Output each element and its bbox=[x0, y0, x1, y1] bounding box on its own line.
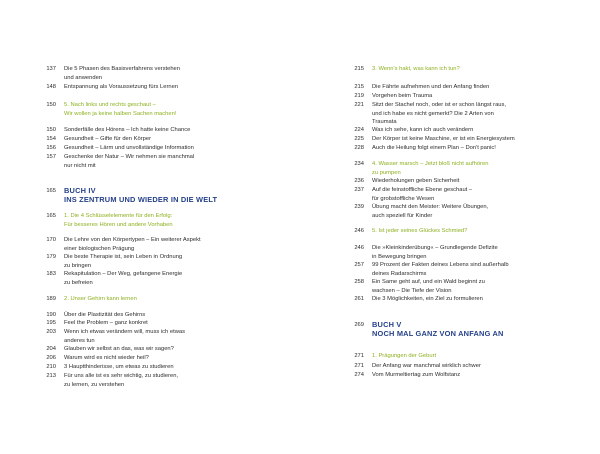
page-number: 246 bbox=[354, 245, 364, 251]
page-number: 170 bbox=[46, 237, 56, 243]
toc-entry-title: Vom Murmeltiertag zum Wolfstanz bbox=[372, 372, 461, 378]
page-number: 154 bbox=[46, 136, 56, 142]
page-number: 258 bbox=[354, 279, 364, 285]
toc-entry-title: Für uns alle ist es sehr wichtig, zu studieren, zu lernen, zu verstehen bbox=[64, 373, 179, 388]
page-number: 225 bbox=[354, 136, 364, 142]
page-number: 237 bbox=[354, 187, 364, 193]
toc-entry-title: Der Anfang war manchmal wirklich schwer bbox=[372, 363, 481, 369]
page-number: 150 bbox=[46, 127, 56, 133]
page-number: 190 bbox=[46, 312, 56, 318]
page-number: 183 bbox=[46, 271, 56, 277]
page-number: 189 bbox=[46, 296, 56, 302]
toc-entry-title: Warum wird es nicht wieder heil? bbox=[64, 355, 149, 361]
toc-entry-title: Die Lehre von den Körpertypen – Ein weiterer Aspekt einer biologischen Prägung bbox=[64, 237, 201, 252]
toc-entry-title: Die 5 Phasen des Basisverfahrens verstehen und anwenden bbox=[64, 66, 181, 81]
page-number: 203 bbox=[46, 329, 56, 335]
toc-entry-title: Rekapitulation – Der Weg, gefangene Energie zu befreien bbox=[64, 271, 183, 286]
page-number: 156 bbox=[46, 145, 56, 151]
toc-entry-title: Entspannung als Voraussetzung fürs Lernen bbox=[64, 84, 179, 90]
page-number: 271 bbox=[354, 353, 364, 359]
toc-entry-title: 3 Hauptthinderisse, um etwas zu studieren bbox=[64, 364, 174, 370]
toc-entry-title: Wiederholungen geben Sicherheit bbox=[372, 178, 460, 184]
toc-entry-title: Übung macht den Meister: Weitere Übungen, auch speziell für Kinder bbox=[372, 204, 489, 219]
toc-entry-title: Sonderfälle des Hörens – Ich hatte keine Chance bbox=[64, 127, 191, 133]
toc-entry-title: Vorgehen beim Trauma bbox=[372, 93, 433, 99]
page-number: 179 bbox=[46, 254, 56, 260]
toc-entry-title: 5. Ist jeder seines Glückes Schmied? bbox=[372, 228, 468, 234]
page-number: 261 bbox=[354, 296, 364, 302]
page-number: 239 bbox=[354, 204, 364, 210]
page-number: 219 bbox=[354, 93, 364, 99]
toc-entry-title: BUCH IV INS ZENTRUM UND WIEDER IN DIE WELT bbox=[64, 186, 218, 205]
page-number: 195 bbox=[46, 320, 56, 326]
toc-entry-title: 4. Wasser marsch – Jetzt bloß nicht aufhören zu pumpen bbox=[372, 161, 489, 176]
page-number: 204 bbox=[46, 346, 56, 352]
page-number: 213 bbox=[46, 373, 56, 379]
page-number: 137 bbox=[46, 66, 56, 72]
page-number: 234 bbox=[354, 161, 364, 167]
toc-entry-title: Die »Kleinkinderübung« – Grundlegende Defizite in Bewegung bringen bbox=[372, 245, 498, 260]
page-number: 274 bbox=[354, 372, 364, 378]
toc-entry-title: 99 Prozent der Fakten deines Lebens sind außerhalb deines Radarschirms bbox=[372, 262, 509, 277]
page-number: 221 bbox=[354, 102, 364, 108]
toc-entry-title: Die Fährte aufnehmen und den Anfang finden bbox=[372, 84, 490, 90]
toc-entry-title: Auch die Heilung folgt einem Plan – Don't panic! bbox=[372, 145, 496, 151]
page-number: 269 bbox=[354, 322, 364, 328]
toc-entry-title: Ein Same geht auf, und ein Wald beginnt zu wachsen – Die Tiefe der Vision bbox=[372, 279, 485, 294]
toc-entry-title: Wenn ich etwas verändern will, muss ich etwas anderes tun bbox=[64, 329, 186, 344]
toc-entry-title: Was ich sehe, kann ich auch verändern bbox=[372, 127, 474, 133]
toc-entry-title: Gesundheit – Lärm und unvollständige Information bbox=[64, 145, 194, 151]
toc-entry-title: 3. Wenn's hakt, was kann ich tun? bbox=[372, 66, 460, 72]
page-number: 157 bbox=[46, 154, 56, 160]
toc-entry-title: Gesundheit – Gifte für den Körper bbox=[64, 136, 152, 142]
page-number: 210 bbox=[46, 364, 56, 370]
toc-entry-title: Feel the Problem – ganz konkret bbox=[64, 320, 148, 326]
toc-entry-title: Geschenke der Natur – Wir nehmen sie manchmal nur nicht mit bbox=[64, 154, 195, 169]
toc-entry-title: 5. Nach links und rechts geschaut – Wir wollen ja keine halben Sachen machen! bbox=[64, 102, 177, 117]
toc-entry-title: Der Körper ist keine Maschine, er ist ein Energiesystem bbox=[372, 136, 515, 142]
toc-entry-title: Die beste Therapie ist, sein Leben in Ordnung zu bringen bbox=[64, 254, 183, 269]
toc-entry-title: 1. Die 4 Schlüsselelemente für den Erfolg: Für besseres Hören und andere Vorhaben bbox=[64, 213, 173, 228]
page-number: 215 bbox=[354, 84, 364, 90]
page-number: 246 bbox=[354, 228, 364, 234]
toc-entry-title: Auf die feinstoffliche Ebene geschaut – für grobstoffliche Wesen bbox=[372, 187, 473, 202]
toc-entry-title: Die 3 Möglichkeiten, ein Ziel zu formulieren bbox=[372, 296, 483, 302]
page-number: 206 bbox=[46, 355, 56, 361]
page-number: 257 bbox=[354, 262, 364, 268]
toc-entry-title: Glauben wir selbst an das, was wir sagen? bbox=[64, 346, 174, 352]
page-number: 150 bbox=[46, 102, 56, 108]
page-number: 165 bbox=[46, 188, 56, 194]
page-number: 236 bbox=[354, 178, 364, 184]
page-number: 165 bbox=[46, 213, 56, 219]
page-number: 215 bbox=[354, 66, 364, 72]
page-number: 148 bbox=[46, 84, 56, 90]
toc-entry-title: Über die Plastizität des Gehirns bbox=[64, 312, 146, 318]
toc-entry-title: Sitzt der Stachel noch, oder ist er schon längst raus, und ich habe es nicht gemerkt? Die 2 Arten von Traumata bbox=[372, 102, 507, 126]
page-number: 228 bbox=[354, 145, 364, 151]
page-number: 271 bbox=[354, 363, 364, 369]
page-number: 224 bbox=[354, 127, 364, 133]
toc-entry-title: 2. Unser Gehirn kann lernen bbox=[64, 296, 137, 302]
toc-entry-title: 1. Prägungen der Geburt bbox=[372, 353, 437, 359]
toc-entry-title: BUCH V NOCH MAL GANZ VON ANFANG AN bbox=[372, 320, 504, 339]
